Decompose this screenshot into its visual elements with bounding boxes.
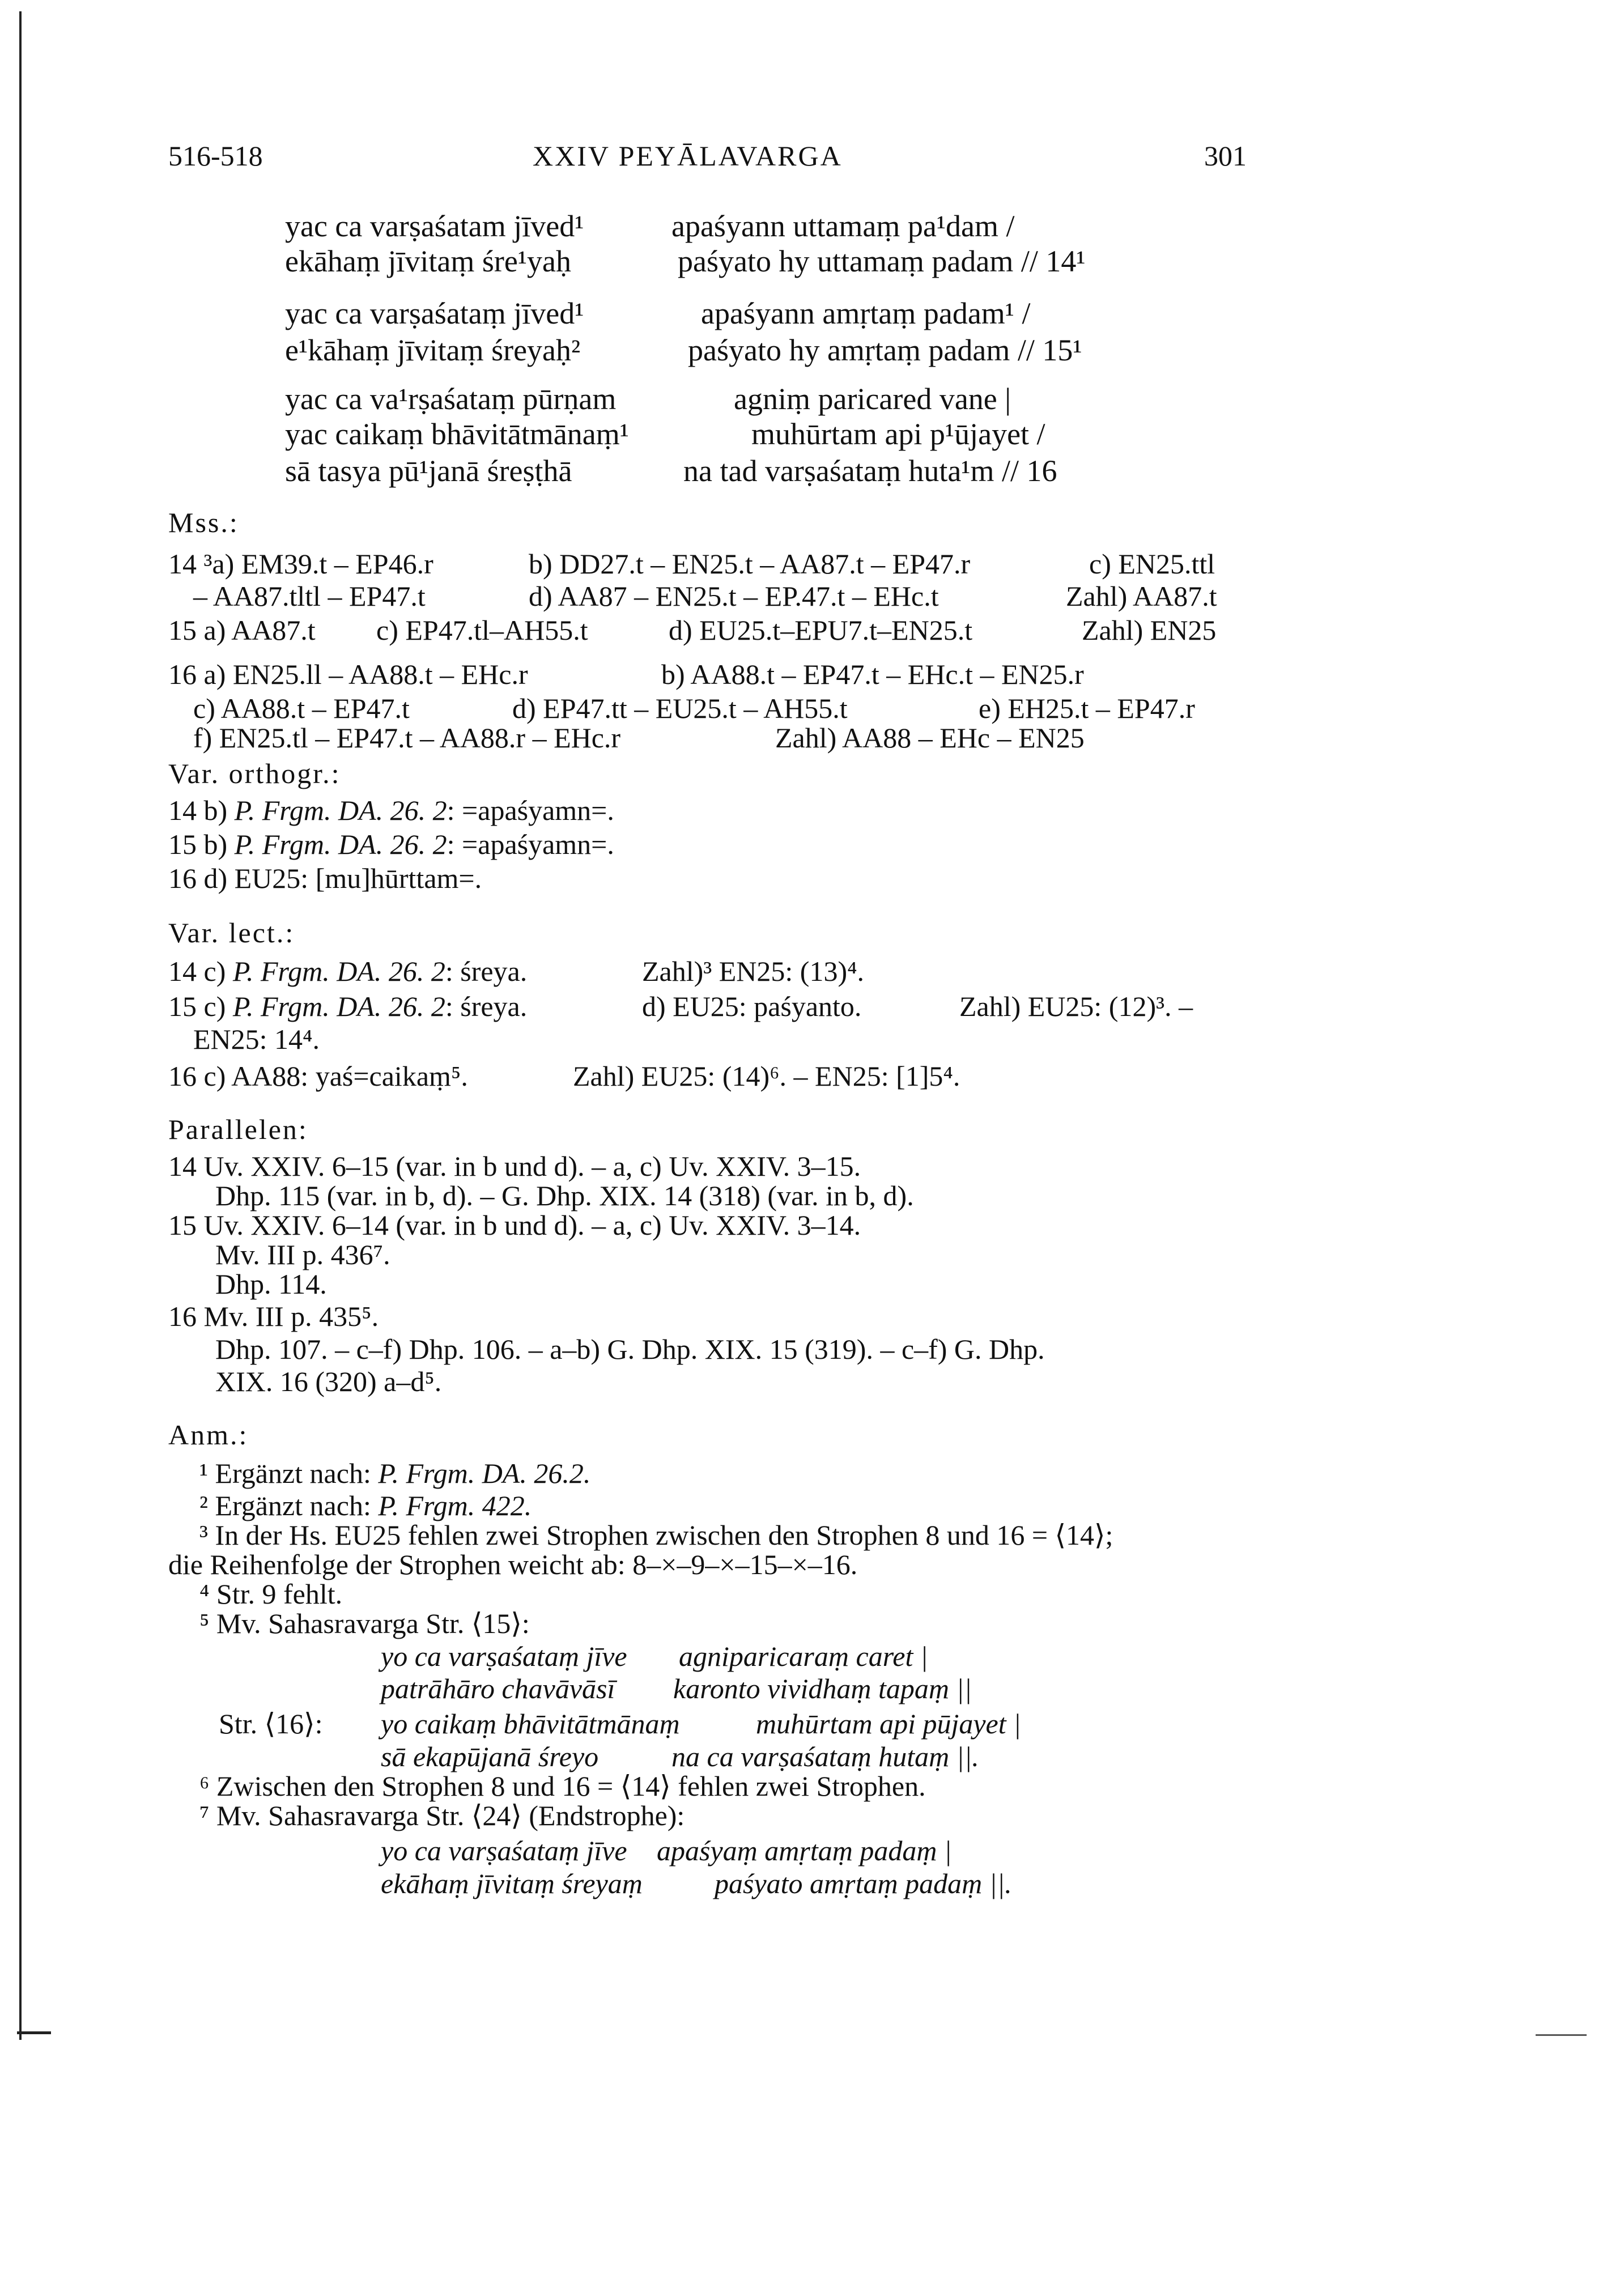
verse-line: paśyato hy uttamaṃ padam // 14¹ bbox=[678, 244, 1086, 278]
section-label: Var. lect.: bbox=[168, 917, 295, 949]
section-label: Mss.: bbox=[168, 507, 239, 538]
quoted-verse: ekāhaṃ jīvitaṃ śreyaṃ bbox=[381, 1868, 643, 1899]
mss-entry: c) EP47.tl–AH55.t bbox=[376, 614, 588, 646]
verse-line: yac ca va¹rṣaśataṃ pūrṇam bbox=[285, 382, 617, 416]
variant-entry: EN25: 14⁴. bbox=[193, 1023, 320, 1055]
entry-text: : śreya. bbox=[445, 990, 528, 1022]
source-ref: P. Frgm. DA. 26.2. bbox=[378, 1457, 591, 1489]
section-label: Var. orthogr.: bbox=[168, 758, 341, 789]
parallel-entry: Dhp. 115 (var. in b, d). – G. Dhp. XIX. 14 (318) (var. in b, d). bbox=[215, 1180, 914, 1211]
scan-edge-mark bbox=[17, 2031, 51, 2034]
quoted-verse: yo ca varṣaśataṃ jīve bbox=[381, 1835, 627, 1866]
mss-entry: f) EN25.tl – EP47.t – AA88.r – EHc.r bbox=[193, 722, 621, 754]
verse-line: sā tasya pū¹janā śreṣṭhā bbox=[285, 454, 572, 488]
verse-line: apaśyann uttamaṃ pa¹dam / bbox=[671, 209, 1015, 243]
variant-entry: Zahl)³ EN25: (13)⁴. bbox=[642, 955, 865, 987]
verse-line: paśyato hy amṛtaṃ padam // 15¹ bbox=[688, 333, 1082, 367]
variant-entry bbox=[168, 957, 527, 985]
mss-entry: d) EP47.tt – EU25.t – AH55.t bbox=[512, 692, 848, 724]
footnote-6: ⁶ Zwischen den Strophen 8 und 16 = ⟨14⟩ fehlen zwei Strophen. bbox=[199, 1770, 926, 1802]
quoted-verse: paśyato amṛtaṃ padaṃ ||. bbox=[715, 1868, 1012, 1899]
footnote-7: ⁷ Mv. Sahasravarga Str. ⟨24⟩ (Endstrophe): bbox=[199, 1800, 685, 1831]
entry-ref: 15 c) bbox=[168, 990, 226, 1022]
mss-entry: c) EN25.ttl bbox=[1089, 548, 1215, 580]
mss-entry: Zahl) EN25 bbox=[1082, 614, 1217, 646]
parallel-entry: Dhp. 107. – c–f) Dhp. 106. – a–b) G. Dhp. XIX. 15 (319). – c–f) G. Dhp. bbox=[215, 1333, 1045, 1365]
verse-line: agniṃ paricared vane | bbox=[734, 382, 1011, 416]
quoted-verse: sā ekapūjanā śreyo bbox=[381, 1741, 599, 1772]
variant-entry: 16 c) AA88: yaś=caikaṃ⁵. bbox=[168, 1060, 468, 1092]
quoted-verse: na ca varṣaśataṃ hutaṃ ||. bbox=[671, 1741, 979, 1772]
parallel-entry: 15 Uv. XXIV. 6–14 (var. in b und d). – a, c) Uv. XXIV. 3–14. bbox=[168, 1209, 861, 1241]
section-label: Anm.: bbox=[168, 1419, 249, 1451]
mss-entry: 14 ³a) EM39.t – EP46.r bbox=[168, 548, 433, 580]
variant-entry: 16 d) EU25: [mu]hūrttam=. bbox=[168, 862, 482, 894]
source-ref: P. Frgm. DA. 26. 2 bbox=[232, 955, 445, 987]
scan-dash-mark bbox=[1536, 2034, 1587, 2036]
entry-text: : śreya. bbox=[445, 955, 528, 987]
parallel-entry: XIX. 16 (320) a–d⁵. bbox=[215, 1366, 442, 1397]
verse-line: apaśyann amṛtaṃ padam¹ / bbox=[701, 296, 1031, 330]
mss-entry: Zahl) AA88 – EHc – EN25 bbox=[775, 722, 1085, 754]
variant-entry: Zahl) EU25: (14)⁶. – EN25: [1]5⁴. bbox=[573, 1060, 960, 1092]
quoted-verse: agniparicaraṃ caret | bbox=[679, 1640, 928, 1672]
verse-line: na tad varṣaśataṃ huta¹m // 16 bbox=[683, 454, 1057, 488]
mss-entry: 15 a) AA87.t bbox=[168, 614, 316, 646]
entry-ref: 14 c) bbox=[168, 955, 226, 987]
verse-line: muhūrtam api p¹ūjayet / bbox=[751, 417, 1045, 451]
quoted-verse: patrāhāro chavāvāsī bbox=[381, 1673, 615, 1704]
verse-line: ekāhaṃ jīvitaṃ śre¹yaḥ bbox=[285, 244, 572, 278]
mss-entry: d) AA87 – EN25.t – EP.47.t – EHc.t bbox=[529, 580, 939, 612]
mss-entry: 16 a) EN25.ll – AA88.t – EHc.r bbox=[168, 658, 528, 690]
mss-entry: b) DD27.t – EN25.t – AA87.t – EP47.r bbox=[529, 548, 971, 580]
variant-entry bbox=[168, 992, 527, 1021]
variant-entry: Zahl) EU25: (12)³. – bbox=[959, 990, 1193, 1022]
mss-entry: – AA87.tltl – EP47.t bbox=[193, 580, 426, 612]
footnote-3: ³ In der Hs. EU25 fehlen zwei Strophen zwischen den Strophen 8 und 16 = ⟨14⟩; bbox=[199, 1519, 1113, 1551]
source-ref: P. Frgm. DA. 26. 2 bbox=[234, 794, 447, 826]
parallel-entry: 14 Uv. XXIV. 6–15 (var. in b und d). – a, c) Uv. XXIV. 3–15. bbox=[168, 1150, 861, 1182]
quoted-verse: muhūrtam api pūjayet | bbox=[756, 1708, 1021, 1740]
entry-text: : =apaśyamn=. bbox=[447, 828, 614, 860]
verse-line: e¹kāhaṃ jīvitaṃ śreyaḥ² bbox=[285, 333, 581, 367]
mss-entry: e) EH25.t – EP47.r bbox=[979, 692, 1195, 724]
footnote-1 bbox=[199, 1459, 590, 1487]
mss-entry: d) EU25.t–EPU7.t–EN25.t bbox=[669, 614, 973, 646]
source-ref: P. Frgm. DA. 26. 2 bbox=[232, 990, 445, 1022]
footnote-3-cont: die Reihenfolge der Strophen weicht ab: 8–×–9–×–15–×–16. bbox=[168, 1549, 858, 1580]
verse-line: yac caikaṃ bhāvitātmānaṃ¹ bbox=[285, 417, 629, 451]
quoted-verse: apaśyaṃ amṛtaṃ padaṃ | bbox=[657, 1835, 952, 1866]
variant-entry bbox=[168, 830, 614, 858]
chapter-title: XXIV PEYĀLAVARGA bbox=[533, 140, 843, 172]
quoted-verse: karonto vividhaṃ tapaṃ || bbox=[673, 1673, 972, 1704]
quoted-verse: yo ca varṣaśataṃ jīve bbox=[381, 1640, 627, 1672]
verse-line: yac ca varṣaśataṃ jīved¹ bbox=[285, 296, 584, 330]
entry-ref: 15 b) bbox=[168, 828, 228, 860]
footnote-2 bbox=[199, 1491, 532, 1520]
source-ref: P. Frgm. DA. 26. 2 bbox=[234, 828, 447, 860]
verse-range: 516-518 bbox=[168, 140, 263, 172]
entry-text: : =apaśyamn=. bbox=[447, 794, 614, 826]
footnote-4: ⁴ Str. 9 fehlt. bbox=[199, 1578, 343, 1610]
footnote-5: ⁵ Mv. Sahasravarga Str. ⟨15⟩: bbox=[199, 1608, 530, 1639]
footnote-text: ² Ergänzt nach: bbox=[199, 1490, 371, 1521]
mss-entry: c) AA88.t – EP47.t bbox=[193, 692, 410, 724]
mss-entry: b) AA88.t – EP47.t – EHc.t – EN25.r bbox=[661, 658, 1084, 690]
parallel-entry: Mv. III p. 436⁷. bbox=[215, 1239, 390, 1270]
parallel-entry: Dhp. 114. bbox=[215, 1268, 327, 1300]
source-ref: P. Frgm. 422. bbox=[378, 1490, 532, 1521]
scan-edge-line bbox=[19, 11, 22, 2040]
page-number: 301 bbox=[1204, 140, 1247, 172]
variant-entry bbox=[168, 796, 614, 824]
quoted-verse: yo caikaṃ bhāvitātmānaṃ bbox=[381, 1708, 680, 1740]
str-label: Str. ⟨16⟩: bbox=[219, 1708, 323, 1740]
verse-line: yac ca varṣaśatam jīved¹ bbox=[285, 209, 584, 243]
variant-entry: d) EU25: paśyanto. bbox=[642, 990, 862, 1022]
parallel-entry: 16 Mv. III p. 435⁵. bbox=[168, 1300, 379, 1332]
footnote-text: ¹ Ergänzt nach: bbox=[199, 1457, 371, 1489]
mss-entry: Zahl) AA87.t bbox=[1066, 580, 1217, 612]
section-label: Parallelen: bbox=[168, 1113, 308, 1145]
entry-ref: 14 b) bbox=[168, 794, 228, 826]
